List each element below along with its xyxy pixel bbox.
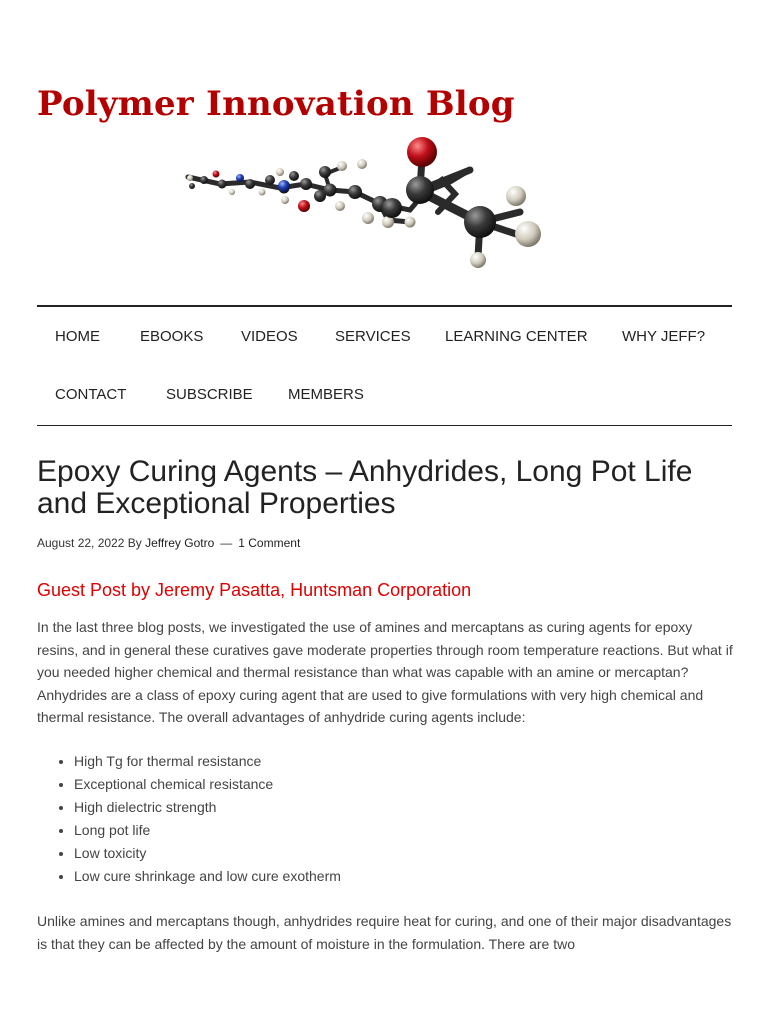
post-title: Epoxy Curing Agents – Anhydrides, Long Pot Life and Exceptional Properties bbox=[37, 455, 693, 520]
list-item: • Exceptional chemical resistance bbox=[74, 773, 341, 796]
nav-item-services[interactable]: SERVICES bbox=[335, 328, 411, 345]
nav-item-subscribe[interactable]: SUBSCRIBE bbox=[166, 386, 253, 403]
meta-separator: — bbox=[220, 536, 233, 550]
list-item: • Low cure shrinkage and low cure exotherm bbox=[74, 865, 341, 888]
nav-item-learning-center[interactable]: LEARNING CENTER bbox=[445, 328, 588, 345]
nav-item-ebooks[interactable]: EBOOKS bbox=[140, 328, 204, 345]
post-by-label: By bbox=[127, 536, 142, 550]
list-item: • High dielectric strength bbox=[74, 796, 341, 819]
site-title[interactable]: Polymer Innovation Blog bbox=[37, 84, 515, 124]
list-item: • Low toxicity bbox=[74, 842, 341, 865]
comments-link[interactable]: 1 Comment bbox=[238, 536, 301, 550]
paragraph-intro: In the last three blog posts, we investigated the use of amines and mercaptans as curing agents for epoxy resins, and in general these curatives gave moderate properties through room temperature reactions. But what if you needed higher chemical and thermal resistance than what was capable with an amine or mercaptan? Anhydrides are a class of epoxy curing agent that are used to give formulations with very high chemical and thermal resistance. The overall advantages of anhydride curing agents include: bbox=[37, 619, 733, 726]
list-item: • Long pot life bbox=[74, 819, 341, 842]
nav-item-why-jeff[interactable]: WHY JEFF? bbox=[622, 328, 706, 345]
nav-item-videos[interactable]: VIDEOS bbox=[241, 328, 298, 345]
list-item: • High Tg for thermal resistance bbox=[74, 750, 341, 773]
nav-item-contact[interactable]: CONTACT bbox=[55, 386, 127, 403]
nav-item-members[interactable]: MEMBERS bbox=[288, 386, 364, 403]
paragraph-moisture: Unlike amines and mercaptans though, anhydrides require heat for curing, and one of their major disadvantages is that they can be affected by the amount of moisture in the formulation. There are two bbox=[37, 913, 732, 952]
main-nav bbox=[37, 305, 732, 426]
molecule-image bbox=[180, 122, 560, 272]
post-date: August 22, 2022 bbox=[37, 536, 125, 550]
nav-item-home[interactable]: HOME bbox=[55, 328, 100, 345]
advantages-list bbox=[37, 750, 341, 887]
guest-post-heading: Guest Post by Jeremy Pasatta, Huntsman Corporation bbox=[37, 580, 472, 600]
author-link[interactable]: Jeffrey Gotro bbox=[145, 536, 215, 550]
post-meta bbox=[37, 536, 300, 550]
